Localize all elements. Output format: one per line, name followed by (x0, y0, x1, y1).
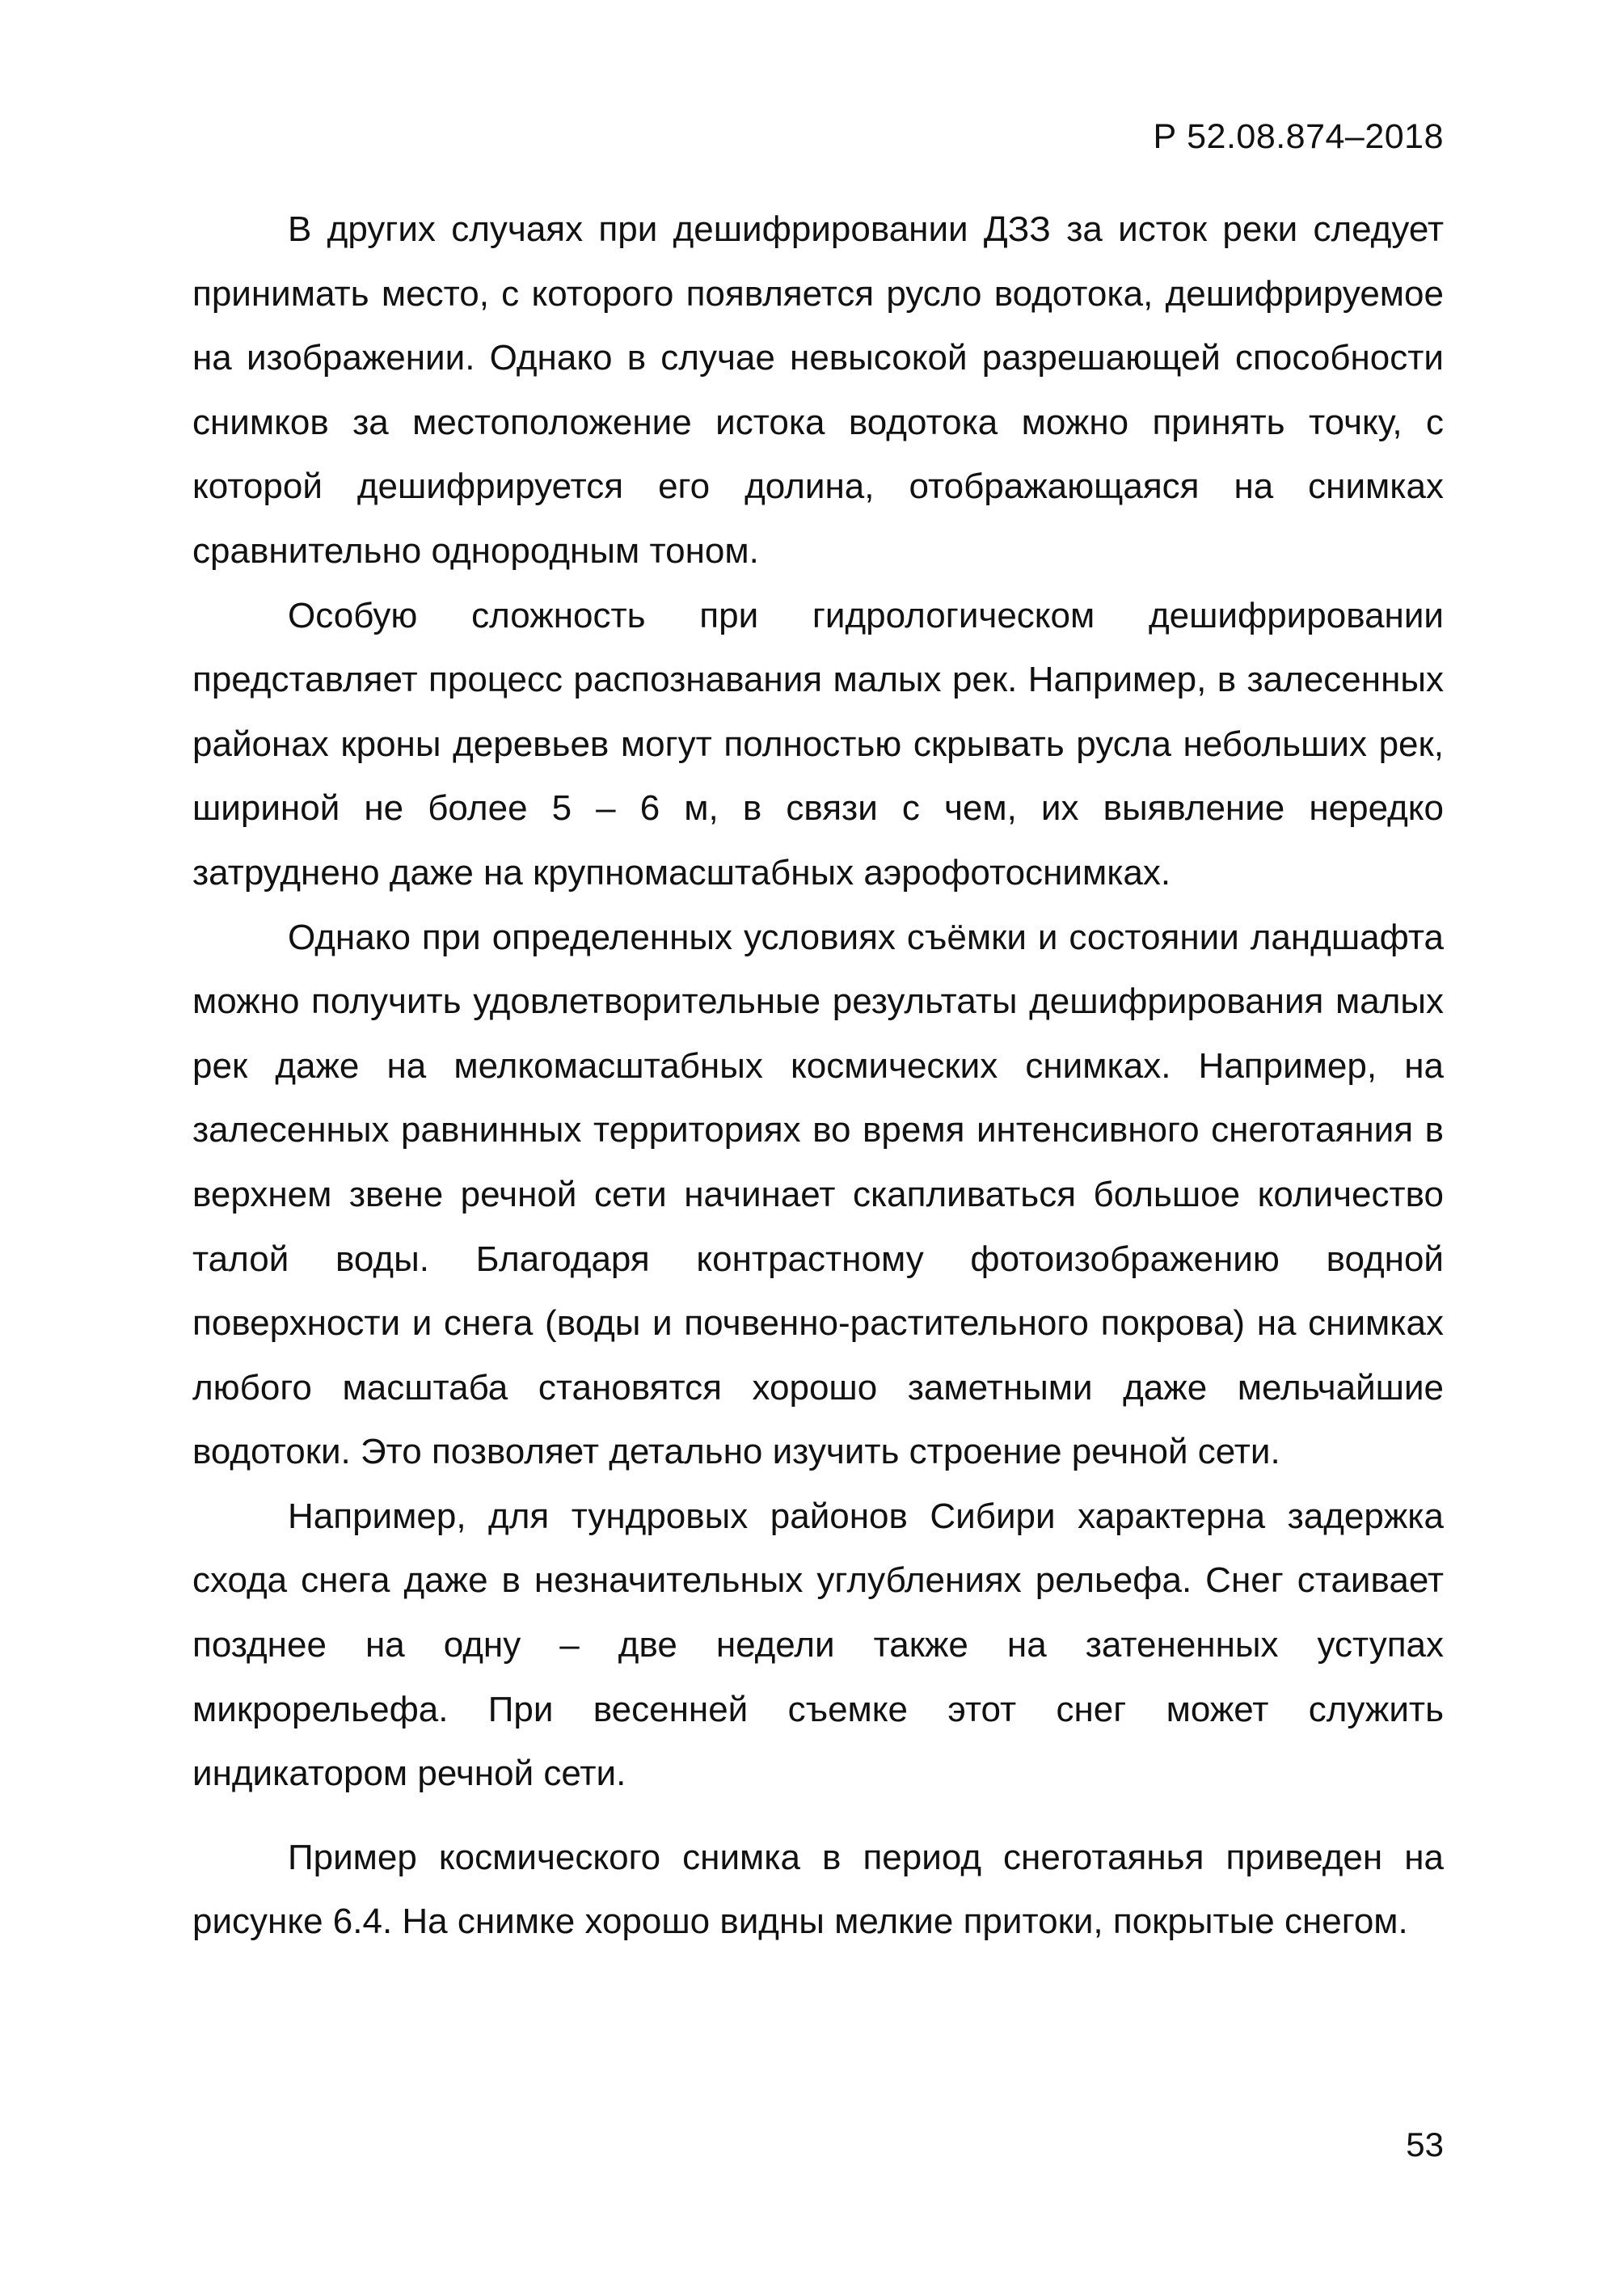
document-code: Р 52.08.874–2018 (1153, 117, 1444, 156)
paragraph-river-source: В других случаях при дешифрировании ДЗЗ за исток реки следует принимать место, с которого появляется русло водотока, дешифрируемое на изображении. Однако в случае невысокой разрешающей способности снимков за местоположение истока водотока можно принять точку, с которой дешифрируется его долина, отображающаяся на снимках сравнительно однородным тоном. (192, 209, 1444, 571)
paragraph-snowmelt-conditions: Однако при определенных условиях съёмки и состоянии ландшафта можно получить удовлетворительные результаты дешифрирования малых рек даже на мелкомасштабных космических снимках. Например, на залесенных равнинных территориях во время интенсивного снеготаяния в верхнем звене речной сети начинает скапливаться большое количество талой воды. Благодаря контрастному фотоизображению водной поверхности и снега (воды и почвенно-растительного покрова) на снимках любого масштаба становятся хорошо заметными даже мельчайшие водотоки. Это позволяет детально изучить строение речной сети. (192, 917, 1444, 1472)
paragraph-figure-reference: Пример космического снимка в период снеготаянья приведен на рисунке 6.4. На снимке хорошо видны мелкие притоки, покрытые снегом. (192, 1837, 1444, 1942)
page-number: 53 (1406, 2125, 1444, 2163)
paragraph-tundra-regions: Например, для тундровых районов Сибири характерна задержка схода снега даже в незначительных углублениях рельефа. Снег стаивает позднее на одну – две недели также на затененных уступах микрорельефа. При весенней съемке этот снег может служить индикатором речной сети. (192, 1496, 1444, 1794)
body-text (192, 197, 1444, 1954)
paragraph-small-rivers: Особую сложность при гидрологическом дешифрировании представляет процесс распознавания малых рек. Например, в залесенных районах кроны деревьев могут полностью скрывать русла небольших рек, шириной не более 5 – 6 м, в связи с чем, их выявление нередко затруднено даже на крупномасштабных аэрофотоснимках. (192, 595, 1444, 893)
